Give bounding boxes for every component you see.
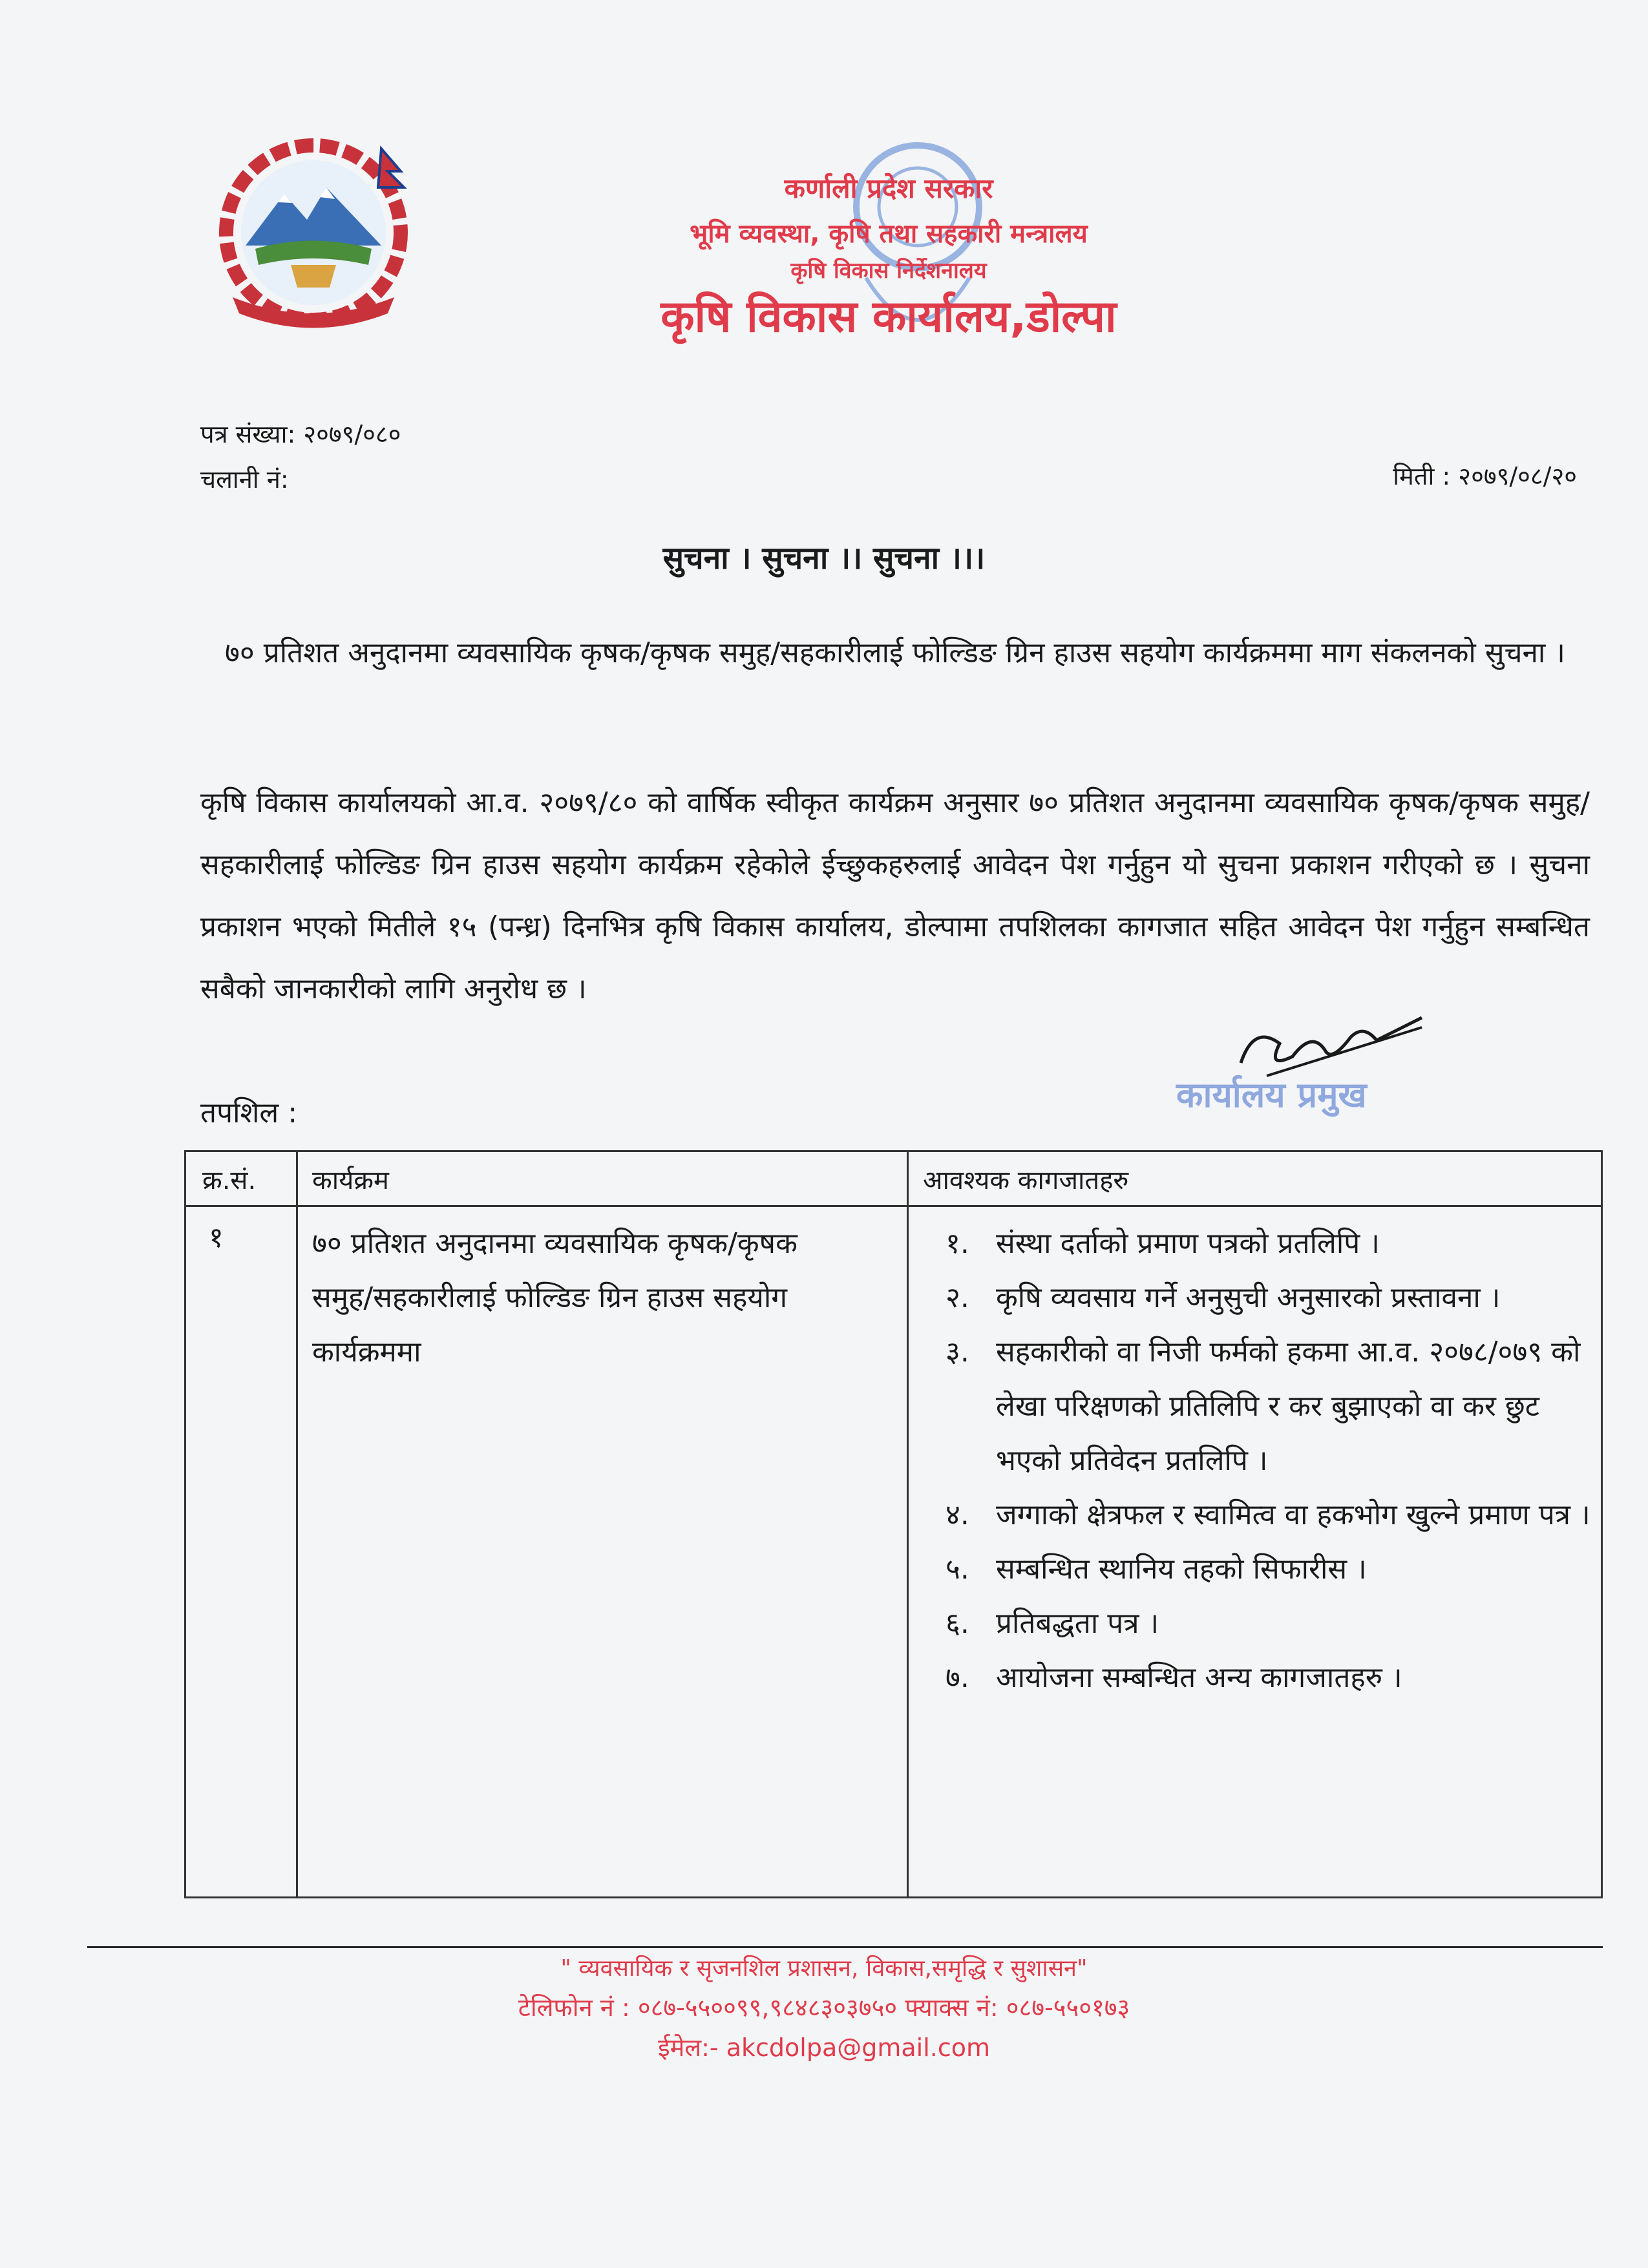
list-item-number: ४. xyxy=(945,1498,969,1531)
list-item-number: ५. xyxy=(945,1553,969,1586)
list-item xyxy=(945,1325,1598,1488)
dispatch-number: चलानी नं: xyxy=(200,465,289,494)
footer-divider xyxy=(87,1946,1603,1948)
details-label: तपशिल : xyxy=(200,1097,298,1129)
list-item xyxy=(945,1651,1598,1705)
list-item-text: आयोजना सम्बन्धित अन्य कागजातहरु । xyxy=(996,1661,1402,1694)
table-cell-program: ७० प्रतिशत अनुदानमा व्यवसायिक कृषक/कृषक समुह/सहकारीलाई फोल्डिङ ग्रिन हाउस सहयोग कार्यक्रममा xyxy=(312,1227,798,1369)
table-cell-sn: १ xyxy=(209,1221,224,1254)
list-item-text: सहकारीको वा निजी फर्मको हकमा आ.व. २०७८/०७९ को लेखा परिक्षणको प्रतिलिपि र कर बुझाएको वा कर छुट भएको प्रतिवेदन प्रतलिपि । xyxy=(996,1336,1581,1477)
table-divider xyxy=(907,1152,909,1896)
footer-email: ईमेल:- akcdolpa@gmail.com xyxy=(657,2033,991,2062)
list-item-text: संस्था दर्ताको प्रमाण पत्रको प्रतलिपि । xyxy=(996,1227,1380,1260)
notice-body: कृषि विकास कार्यालयको आ.व. २०७९/८० को वार्षिक स्वीकृत कार्यक्रम अनुसार ७० प्रतिशत अनुदानमा व्यवसायिक कृषक/कृषक समुह/सहकारीलाई फोल्डिङ ग्रिन हाउस सहयोग कार्यक्रम रहेकोले ईच्छुकहरुलाई आवेदन पेश गर्नुहुन यो सुचना प्रकाशन गरीएको छ । सुचना प्रकाशन भएको मितीले १५ (पन्ध्र) दिनभित्र कृषि विकास कार्यालय, डोल्पामा तपशिलका कागजात सहित आवेदन पेश गर्नुहुन सम्बन्धित सबैको जानकारीको लागि अनुरोध छ । xyxy=(200,786,1590,1005)
letterhead-office: कृषि विकास कार्यालय,डोल्पा xyxy=(660,291,1117,342)
list-item-text: कृषि व्यवसाय गर्ने अनुसुची अनुसारको प्रस्तावना । xyxy=(996,1281,1501,1314)
footer-phone: टेलिफोन नं : ०८७-५५००९९,९८४८३०३७५० फ्याक्स नं: ०८७-५५०१७३ xyxy=(518,1993,1130,2022)
nepal-emblem-icon xyxy=(194,136,433,336)
table-divider xyxy=(296,1152,298,1896)
required-documents-list xyxy=(945,1217,1598,1705)
list-item-text: जग्गाको क्षेत्रफल र स्वामित्व वा हकभोग खुल्ने प्रमाण पत्र । xyxy=(996,1498,1590,1531)
list-item xyxy=(945,1597,1598,1651)
letter-number: पत्र संख्या: २०७९/०८० xyxy=(200,420,401,448)
table-header-rule xyxy=(186,1205,1601,1207)
list-item-number: ७. xyxy=(945,1661,969,1694)
list-item-number: ६. xyxy=(945,1607,969,1640)
list-item xyxy=(945,1217,1598,1271)
list-item xyxy=(945,1488,1598,1542)
letterhead-ministry: भूमि व्यवस्था, कृषि तथा सहकारी मन्त्रालय xyxy=(690,219,1088,249)
list-item-number: २. xyxy=(945,1281,969,1314)
office-chief-stamp: कार्यालय प्रमुख xyxy=(1176,1075,1367,1115)
list-item-text: सम्बन्धित स्थानिय तहको सिफारीस । xyxy=(996,1553,1367,1586)
letterhead-province: कर्णाली प्रदेश सरकार xyxy=(784,173,993,204)
table-header-sn: क्र.सं. xyxy=(202,1166,257,1195)
notice-heading: सुचना । सुचना ।। सुचना ।।। xyxy=(662,540,986,576)
notice-subject: ७० प्रतिशत अनुदानमा व्यवसायिक कृषक/कृषक समुह/सहकारीलाई फोल्डिङ ग्रिन हाउस सहयोग कार्यक्रममा माग संकलनको सुचना । xyxy=(225,636,1565,669)
list-item-text: प्रतिबद्धता पत्र । xyxy=(996,1607,1159,1640)
list-item xyxy=(945,1542,1598,1597)
footer-motto: " व्यवसायिक र सृजनशिल प्रशासन, विकास,समृद्धि र सुशासन" xyxy=(560,1955,1088,1982)
letter-date: मिती : २०७९/०८/२० xyxy=(1393,462,1577,490)
details-table xyxy=(184,1150,1603,1898)
letterhead-directorate: कृषि विकास निर्देशनालय xyxy=(790,258,987,284)
table-header-docs: आवश्यक कागजातहरु xyxy=(923,1166,1129,1195)
list-item-number: ३. xyxy=(945,1336,969,1369)
table-header-program: कार्यक्रम xyxy=(312,1166,389,1195)
list-item-number: १. xyxy=(945,1227,969,1260)
list-item xyxy=(945,1271,1598,1325)
